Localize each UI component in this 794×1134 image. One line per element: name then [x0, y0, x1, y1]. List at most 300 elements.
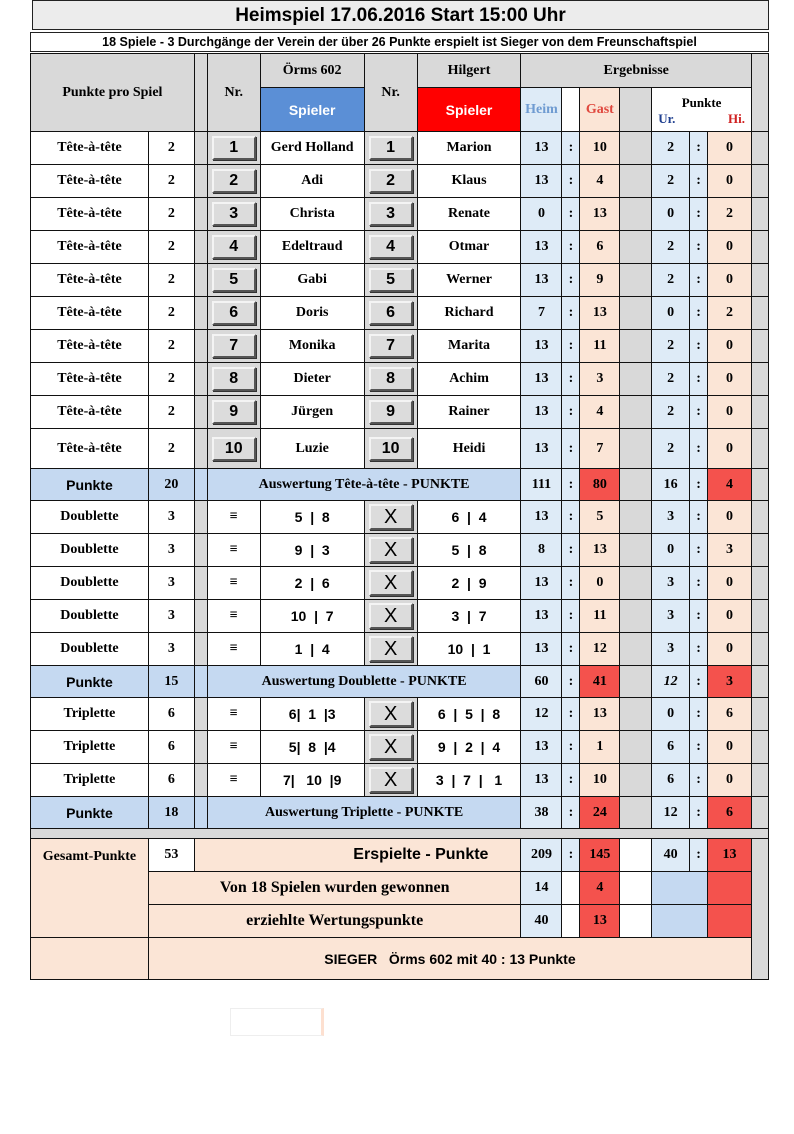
row-spacer	[194, 198, 207, 231]
score-spacer	[620, 633, 652, 666]
score-spacer	[620, 698, 652, 731]
row-spacer	[194, 429, 207, 469]
header-colon-spacer	[562, 88, 580, 132]
home-player-nr-button[interactable]: 10	[212, 437, 256, 461]
equiv-icon: ≡	[207, 731, 260, 764]
header-ur: Ur.	[658, 110, 676, 126]
points-colon: :	[690, 231, 708, 264]
summary-gast: 24	[580, 797, 620, 829]
home-player-nr-button[interactable]: 5	[212, 268, 256, 292]
header-mid-spacer	[620, 88, 652, 132]
points-colon: :	[690, 764, 708, 797]
vs-button[interactable]: X	[369, 734, 413, 760]
away-pair-b: 9	[478, 575, 487, 591]
score-colon: :	[562, 429, 580, 469]
header-home-team: Örms 602	[260, 54, 364, 88]
game-points: 3	[148, 633, 194, 666]
game-type: Tête-à-tête	[31, 198, 149, 231]
away-nr-cell	[364, 165, 417, 198]
empty-cell-fragment	[230, 1008, 324, 1036]
header-nr-away: Nr.	[364, 54, 417, 132]
home-player-name: Jürgen	[260, 396, 364, 429]
row-spacer	[194, 264, 207, 297]
game-type: Tête-à-tête	[31, 297, 149, 330]
score-heim: 13	[521, 264, 562, 297]
total-right-spacer	[751, 839, 768, 980]
points-colon: :	[690, 501, 708, 534]
right-spacer	[751, 198, 768, 231]
right-spacer	[751, 698, 768, 731]
summary-ur: 12	[652, 666, 690, 698]
game-type: Doublette	[31, 534, 149, 567]
away-player-name: Heidi	[417, 429, 521, 469]
score-colon: :	[562, 297, 580, 330]
equiv-icon: ≡	[207, 501, 260, 534]
won-label: Von 18 Spielen wurden gewonnen	[148, 872, 521, 905]
home-pair-b: 8	[321, 509, 330, 525]
score-gast: 10	[580, 764, 620, 797]
table-row	[31, 666, 769, 698]
score-colon: :	[562, 534, 580, 567]
points-ur: 2	[652, 330, 690, 363]
total-ur: 40	[652, 839, 690, 872]
vs-button[interactable]: X	[369, 767, 413, 793]
points-colon: :	[690, 198, 708, 231]
home-pair-a: 2	[294, 575, 303, 591]
points-ur: 0	[652, 698, 690, 731]
game-points: 2	[148, 264, 194, 297]
away-pairing: 6 | 4	[417, 501, 521, 534]
score-colon: :	[562, 363, 580, 396]
points-colon: :	[690, 363, 708, 396]
points-hi: 0	[708, 731, 752, 764]
home-nr-cell	[207, 231, 260, 264]
vs-button[interactable]: X	[369, 636, 413, 662]
summary-spacer	[194, 797, 207, 829]
row-spacer	[194, 132, 207, 165]
row-spacer	[194, 567, 207, 600]
table-row	[31, 501, 769, 534]
points-ur: 2	[652, 396, 690, 429]
score-spacer	[620, 330, 652, 363]
won-colon-spacer	[562, 872, 580, 905]
header-away-team: Hilgert	[417, 54, 521, 88]
points-colon: :	[690, 567, 708, 600]
game-points: 2	[148, 198, 194, 231]
home-pair-b: 7	[325, 608, 334, 624]
score-colon: :	[562, 231, 580, 264]
home-player-nr-button[interactable]: 9	[212, 400, 256, 424]
score-heim: 7	[521, 297, 562, 330]
score-spacer	[620, 600, 652, 633]
away-player-nr-button[interactable]: 1	[369, 136, 413, 160]
points-hi: 0	[708, 429, 752, 469]
vs-cell	[364, 698, 417, 731]
points-colon: :	[690, 600, 708, 633]
score-heim: 13	[521, 165, 562, 198]
summary-right-spacer	[751, 666, 768, 698]
home-nr-cell	[207, 429, 260, 469]
score-heim: 13	[521, 764, 562, 797]
vs-cell	[364, 731, 417, 764]
total-spacer	[620, 839, 652, 872]
points-ur: 0	[652, 534, 690, 567]
home-triple: 6| 1 |3	[260, 698, 364, 731]
score-spacer	[620, 764, 652, 797]
score-heim: 13	[521, 132, 562, 165]
table-row	[31, 600, 769, 633]
points-ur: 3	[652, 567, 690, 600]
game-type: Tête-à-tête	[31, 165, 149, 198]
score-spacer	[620, 264, 652, 297]
away-pair-a: 6	[451, 509, 460, 525]
game-points: 3	[148, 600, 194, 633]
wert-gast: 13	[580, 905, 620, 938]
won-blue-fill	[652, 872, 708, 905]
page-subtitle: 18 Spiele - 3 Durchgänge der Verein der über 26 Punkte erspielt ist Sieger von dem Freunschaftspiel	[30, 32, 769, 52]
score-spacer	[620, 297, 652, 330]
summary-pcolon: :	[690, 469, 708, 501]
score-colon: :	[562, 764, 580, 797]
summary-text: Auswertung Triplette - PUNKTE	[207, 797, 521, 829]
points-ur: 2	[652, 165, 690, 198]
table-row	[31, 396, 769, 429]
game-points: 2	[148, 330, 194, 363]
row-spacer	[194, 297, 207, 330]
table-row	[31, 698, 769, 731]
points-colon: :	[690, 429, 708, 469]
home-pairing: 10 | 7	[260, 600, 364, 633]
home-nr-cell	[207, 396, 260, 429]
header-home-spieler: Spieler	[260, 88, 364, 132]
header-punkte-pro-spiel: Punkte pro Spiel	[31, 54, 195, 132]
away-player-name: Marita	[417, 330, 521, 363]
points-ur: 2	[652, 429, 690, 469]
game-type: Tête-à-tête	[31, 363, 149, 396]
away-nr-cell	[364, 363, 417, 396]
wert-blue-fill	[652, 905, 708, 938]
summary-total: 20	[148, 469, 194, 501]
away-player-name: Richard	[417, 297, 521, 330]
table-row	[31, 297, 769, 330]
game-type: Triplette	[31, 764, 149, 797]
home-pairing: 5 | 8	[260, 501, 364, 534]
away-player-nr-button[interactable]: 5	[369, 268, 413, 292]
home-player-name: Dieter	[260, 363, 364, 396]
section-divider	[31, 829, 769, 839]
points-hi: 2	[708, 297, 752, 330]
points-hi: 0	[708, 567, 752, 600]
home-player-nr-button[interactable]: 6	[212, 301, 256, 325]
summary-right-spacer	[751, 797, 768, 829]
score-heim: 8	[521, 534, 562, 567]
results-table	[30, 53, 769, 980]
summary-heim: 60	[521, 666, 562, 698]
row-spacer	[194, 501, 207, 534]
away-player-nr-button[interactable]: 6	[369, 301, 413, 325]
away-pair-a: 5	[451, 542, 460, 558]
wert-heim: 40	[521, 905, 562, 938]
table-row	[31, 165, 769, 198]
header-nr-home: Nr.	[207, 54, 260, 132]
sieger-left-spacer	[31, 938, 149, 980]
header-punkte-block	[652, 88, 752, 132]
score-gast: 6	[580, 231, 620, 264]
away-pair-a: 3	[451, 608, 460, 624]
away-pair-a: 2	[451, 575, 460, 591]
summary-total: 18	[148, 797, 194, 829]
home-player-nr-button[interactable]: 8	[212, 367, 256, 391]
score-gast: 1	[580, 731, 620, 764]
game-type: Tête-à-tête	[31, 231, 149, 264]
vs-cell	[364, 600, 417, 633]
score-gast: 10	[580, 132, 620, 165]
away-player-name: Marion	[417, 132, 521, 165]
score-spacer	[620, 396, 652, 429]
away-player-nr-button[interactable]: 10	[369, 437, 413, 461]
summary-label: Punkte	[31, 666, 149, 698]
away-pair-b: 7	[478, 608, 487, 624]
home-player-name: Christa	[260, 198, 364, 231]
score-colon: :	[562, 567, 580, 600]
home-pair-b: 4	[321, 641, 330, 657]
game-type: Triplette	[31, 698, 149, 731]
score-gast: 13	[580, 534, 620, 567]
table-row	[31, 330, 769, 363]
page-title: Heimspiel 17.06.2016 Start 15:00 Uhr	[32, 0, 769, 30]
summary-hi: 3	[708, 666, 752, 698]
away-player-name: Renate	[417, 198, 521, 231]
away-player-nr-button[interactable]: 8	[369, 367, 413, 391]
summary-right-spacer	[751, 469, 768, 501]
right-spacer	[751, 231, 768, 264]
vs-cell	[364, 633, 417, 666]
row-spacer	[194, 396, 207, 429]
home-triple: 5| 8 |4	[260, 731, 364, 764]
right-spacer	[751, 363, 768, 396]
away-nr-cell	[364, 132, 417, 165]
points-colon: :	[690, 731, 708, 764]
score-spacer	[620, 132, 652, 165]
vs-button[interactable]: X	[369, 570, 413, 596]
score-gast: 4	[580, 396, 620, 429]
table-row	[31, 633, 769, 666]
away-pair-b: 8	[478, 542, 487, 558]
points-ur: 3	[652, 501, 690, 534]
home-nr-cell	[207, 198, 260, 231]
away-player-nr-button[interactable]: 2	[369, 169, 413, 193]
home-nr-cell	[207, 330, 260, 363]
row-spacer	[194, 330, 207, 363]
game-type: Tête-à-tête	[31, 429, 149, 469]
home-player-name: Adi	[260, 165, 364, 198]
score-gast: 11	[580, 600, 620, 633]
score-heim: 13	[521, 231, 562, 264]
score-spacer	[620, 231, 652, 264]
score-colon: :	[562, 396, 580, 429]
points-colon: :	[690, 264, 708, 297]
score-gast: 13	[580, 198, 620, 231]
vs-button[interactable]: X	[369, 701, 413, 727]
table-row	[31, 264, 769, 297]
home-player-name: Gerd Holland	[260, 132, 364, 165]
away-pair-a: 10	[447, 641, 464, 657]
right-spacer	[751, 264, 768, 297]
away-triple: 6 | 5 | 8	[417, 698, 521, 731]
points-ur: 3	[652, 633, 690, 666]
points-hi: 0	[708, 501, 752, 534]
equiv-icon: ≡	[207, 764, 260, 797]
game-type: Tête-à-tête	[31, 330, 149, 363]
vs-button[interactable]: X	[369, 603, 413, 629]
game-type: Doublette	[31, 633, 149, 666]
game-points: 2	[148, 132, 194, 165]
points-hi: 0	[708, 132, 752, 165]
equiv-icon: ≡	[207, 698, 260, 731]
home-player-name: Monika	[260, 330, 364, 363]
table-row	[31, 731, 769, 764]
game-points: 6	[148, 731, 194, 764]
away-pair-b: 1	[482, 641, 491, 657]
score-gast: 4	[580, 165, 620, 198]
header-heim: Heim	[521, 88, 562, 132]
home-pair-a: 5	[294, 509, 303, 525]
points-hi: 0	[708, 165, 752, 198]
table-row	[31, 363, 769, 396]
right-spacer	[751, 633, 768, 666]
game-type: Triplette	[31, 731, 149, 764]
header-right-spacer	[751, 54, 768, 132]
score-gast: 7	[580, 429, 620, 469]
summary-total: 15	[148, 666, 194, 698]
away-pair-b: 4	[478, 509, 487, 525]
score-heim: 13	[521, 396, 562, 429]
total-colon: :	[562, 839, 580, 872]
summary-text: Auswertung Tête-à-tête - PUNKTE	[207, 469, 521, 501]
wert-label: erziehlte Wertungspunkte	[148, 905, 521, 938]
game-points: 2	[148, 363, 194, 396]
score-heim: 13	[521, 567, 562, 600]
home-nr-cell	[207, 297, 260, 330]
row-spacer	[194, 165, 207, 198]
home-player-nr-button[interactable]: 1	[212, 136, 256, 160]
score-heim: 12	[521, 698, 562, 731]
vs-cell	[364, 501, 417, 534]
points-colon: :	[690, 534, 708, 567]
points-colon: :	[690, 396, 708, 429]
score-colon: :	[562, 600, 580, 633]
away-player-nr-button[interactable]: 3	[369, 202, 413, 226]
game-points: 3	[148, 567, 194, 600]
points-hi: 0	[708, 764, 752, 797]
score-spacer	[620, 165, 652, 198]
points-hi: 3	[708, 534, 752, 567]
right-spacer	[751, 429, 768, 469]
points-colon: :	[690, 297, 708, 330]
home-player-nr-button[interactable]: 3	[212, 202, 256, 226]
game-type: Tête-à-tête	[31, 132, 149, 165]
away-pairing: 10 | 1	[417, 633, 521, 666]
points-hi: 2	[708, 198, 752, 231]
home-player-nr-button[interactable]: 2	[212, 169, 256, 193]
summary-gast: 41	[580, 666, 620, 698]
score-heim: 13	[521, 330, 562, 363]
points-hi: 0	[708, 600, 752, 633]
home-pair-a: 1	[294, 641, 303, 657]
total-pcolon: :	[690, 839, 708, 872]
right-spacer	[751, 297, 768, 330]
points-ur: 2	[652, 231, 690, 264]
gesamt-label: Gesamt-Punkte	[31, 839, 149, 938]
points-ur: 6	[652, 731, 690, 764]
points-ur: 0	[652, 198, 690, 231]
vs-cell	[364, 567, 417, 600]
points-ur: 2	[652, 132, 690, 165]
home-pairing: 9 | 3	[260, 534, 364, 567]
game-type: Tête-à-tête	[31, 396, 149, 429]
away-player-nr-button[interactable]: 4	[369, 235, 413, 259]
points-hi: 6	[708, 698, 752, 731]
row-spacer	[194, 231, 207, 264]
home-player-nr-button[interactable]: 4	[212, 235, 256, 259]
equiv-icon: ≡	[207, 600, 260, 633]
right-spacer	[751, 501, 768, 534]
score-colon: :	[562, 264, 580, 297]
game-points: 6	[148, 698, 194, 731]
score-colon: :	[562, 165, 580, 198]
vs-button[interactable]: X	[369, 504, 413, 530]
points-colon: :	[690, 633, 708, 666]
score-colon: :	[562, 132, 580, 165]
won-spacer	[620, 872, 652, 905]
vs-button[interactable]: X	[369, 537, 413, 563]
summary-mid-spacer	[620, 797, 652, 829]
score-heim: 13	[521, 600, 562, 633]
score-heim: 13	[521, 429, 562, 469]
points-hi: 0	[708, 264, 752, 297]
away-triple: 9 | 2 | 4	[417, 731, 521, 764]
right-spacer	[751, 731, 768, 764]
score-heim: 0	[521, 198, 562, 231]
score-gast: 3	[580, 363, 620, 396]
summary-gast: 80	[580, 469, 620, 501]
points-ur: 2	[652, 264, 690, 297]
table-row	[31, 839, 769, 872]
away-player-name: Klaus	[417, 165, 521, 198]
points-hi: 0	[708, 231, 752, 264]
points-ur: 6	[652, 764, 690, 797]
away-player-name: Werner	[417, 264, 521, 297]
away-player-nr-button[interactable]: 7	[369, 334, 413, 358]
row-spacer	[194, 731, 207, 764]
game-points: 2	[148, 429, 194, 469]
score-spacer	[620, 198, 652, 231]
table-row	[31, 198, 769, 231]
summary-mid-spacer	[620, 666, 652, 698]
won-gast: 4	[580, 872, 620, 905]
home-player-nr-button[interactable]: 7	[212, 334, 256, 358]
score-spacer	[620, 534, 652, 567]
score-colon: :	[562, 731, 580, 764]
game-points: 2	[148, 231, 194, 264]
table-row	[31, 797, 769, 829]
home-nr-cell	[207, 165, 260, 198]
home-triple: 7| 10 |9	[260, 764, 364, 797]
away-player-nr-button[interactable]: 9	[369, 400, 413, 424]
home-pair-b: 6	[321, 575, 330, 591]
points-colon: :	[690, 132, 708, 165]
away-pairing: 5 | 8	[417, 534, 521, 567]
